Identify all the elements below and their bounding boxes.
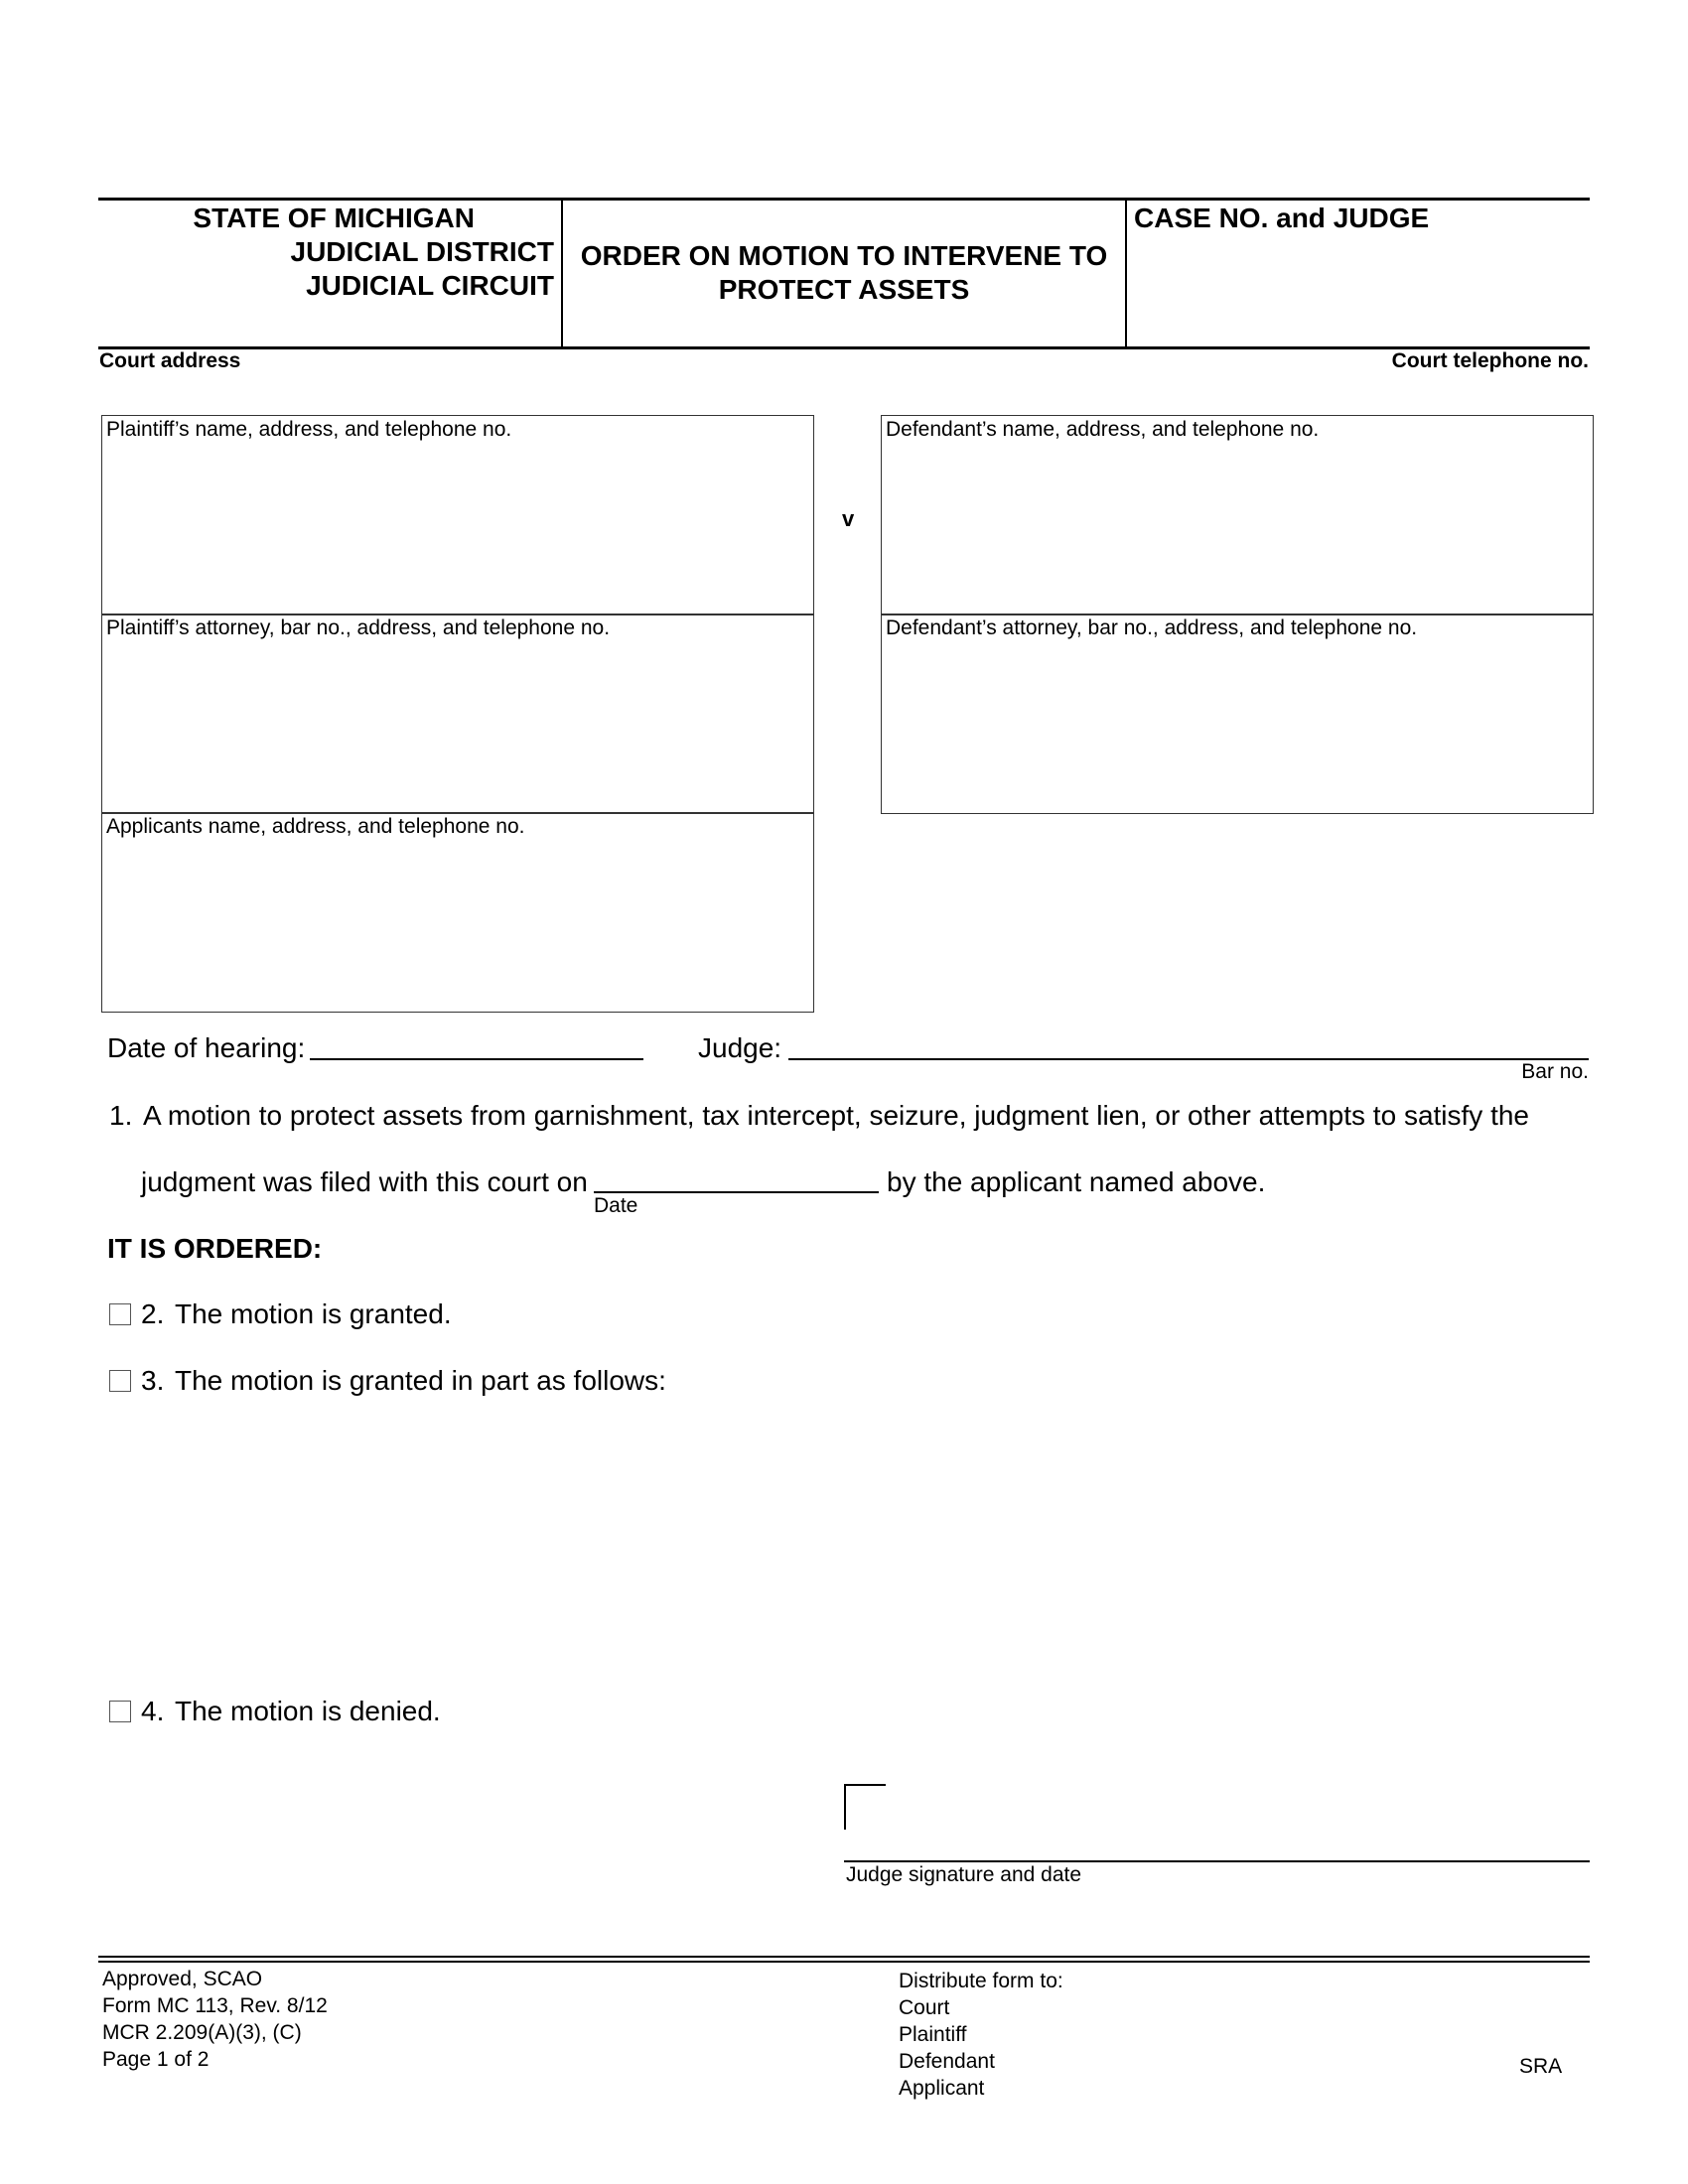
distribute-plaintiff: Plaintiff: [899, 2023, 967, 2046]
distribute-defendant: Defendant: [899, 2050, 995, 2073]
signature-corner-side: [844, 1784, 846, 1830]
defendant-attorney-box[interactable]: [881, 614, 1594, 814]
footer-rule-lower: [98, 1961, 1590, 1963]
footer-rule-upper: [98, 1956, 1590, 1958]
filing-date-caption: Date: [594, 1194, 638, 1217]
court-name-block: [99, 202, 554, 303]
court-address-label: Court address: [99, 349, 241, 372]
it-is-ordered-heading: IT IS ORDERED:: [107, 1233, 323, 1264]
item1-line2-before: judgment was filed with this court on: [141, 1166, 588, 1197]
judge-signature-label: Judge signature and date: [846, 1863, 1082, 1886]
bar-no-label: Bar no.: [1521, 1060, 1589, 1083]
form-title: [563, 239, 1125, 307]
header-divider-right: [1125, 199, 1127, 348]
state-name: STATE OF MICHIGAN: [193, 203, 475, 233]
applicant-box[interactable]: [101, 812, 814, 1013]
judge-field[interactable]: [788, 1058, 1589, 1060]
option-denied-text: The motion is denied.: [175, 1696, 441, 1726]
form-title-line1: ORDER ON MOTION TO INTERVENE TO: [580, 240, 1108, 271]
defendant-box[interactable]: [881, 415, 1594, 615]
plaintiff-box[interactable]: [101, 415, 814, 615]
distribute-court: Court: [899, 1996, 950, 2019]
option-granted-text: The motion is granted.: [175, 1298, 452, 1329]
court-telephone-label: Court telephone no.: [1391, 349, 1589, 372]
distribute-title: Distribute form to:: [899, 1970, 1063, 1992]
option-granted-in-part-checkbox[interactable]: [109, 1370, 131, 1392]
item1-number: 1.: [109, 1100, 133, 1131]
defendant-attorney-label: Defendant’s attorney, bar no., address, and telephone no.: [886, 616, 1418, 639]
form-code: SRA: [1519, 2055, 1563, 2078]
judicial-circuit: JUDICIAL CIRCUIT: [306, 270, 554, 301]
form-info: [102, 1966, 328, 2073]
form-number: Form MC 113, Rev. 8/12: [102, 1994, 328, 2017]
plaintiff-label: Plaintiff’s name, address, and telephone no.: [106, 418, 512, 441]
applicant-label: Applicants name, address, and telephone no.: [106, 815, 525, 838]
plaintiff-attorney-label: Plaintiff’s attorney, bar no., address, and telephone no.: [106, 616, 611, 639]
option-granted-number: 2.: [141, 1298, 165, 1329]
item1-line2-after: by the applicant named above.: [887, 1166, 1266, 1197]
case-number-label: CASE NO. and JUDGE: [1134, 203, 1430, 233]
approved-by: Approved, SCAO: [102, 1968, 263, 1990]
date-of-hearing-field[interactable]: [310, 1058, 643, 1060]
option-granted-checkbox[interactable]: [109, 1303, 131, 1325]
versus-label: v: [842, 506, 855, 531]
distribute-applicant: Applicant: [899, 2077, 985, 2100]
plaintiff-attorney-box[interactable]: [101, 614, 814, 814]
option-denied-checkbox[interactable]: [109, 1701, 131, 1722]
signature-corner-top: [844, 1784, 886, 1786]
header-top-rule: [98, 198, 1590, 201]
court-rule: MCR 2.209(A)(3), (C): [102, 2021, 302, 2044]
judge-signature-field[interactable]: [844, 1860, 1590, 1862]
distribution-list: [899, 1968, 1063, 2102]
judicial-district: JUDICIAL DISTRICT: [290, 236, 554, 267]
form-title-line2: PROTECT ASSETS: [718, 274, 970, 305]
option-granted-in-part-text: The motion is granted in part as follows:: [175, 1365, 666, 1396]
date-of-hearing-label: Date of hearing:: [107, 1032, 306, 1063]
defendant-label: Defendant’s name, address, and telephone no.: [886, 418, 1320, 441]
page-number: Page 1 of 2: [102, 2048, 210, 2071]
filing-date-field[interactable]: [594, 1191, 879, 1193]
granted-in-part-details-area[interactable]: [175, 1410, 1585, 1668]
item1-line1: A motion to protect assets from garnishment, tax intercept, seizure, judgment lien, or other attempts to satisfy the: [143, 1100, 1529, 1131]
option-granted-in-part-number: 3.: [141, 1365, 165, 1396]
judge-label: Judge:: [698, 1032, 782, 1063]
option-denied-number: 4.: [141, 1696, 165, 1726]
